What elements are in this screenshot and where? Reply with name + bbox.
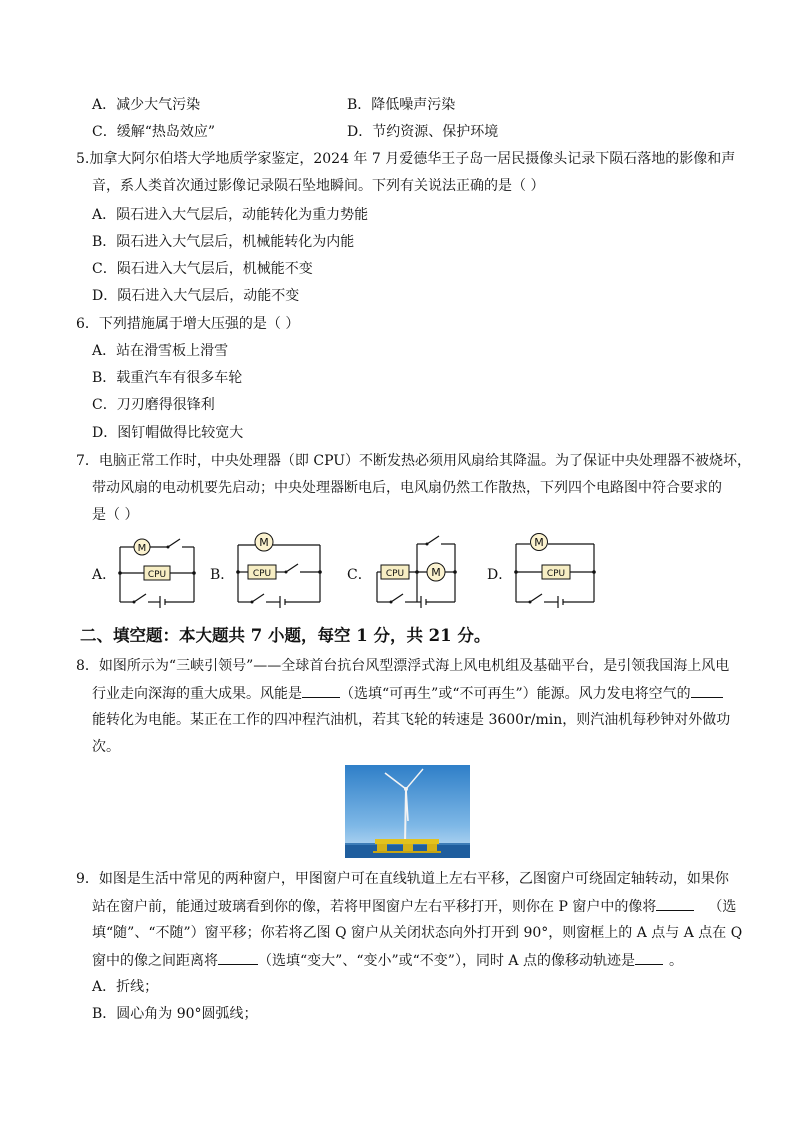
q8-stem-line3: 能转化为电能。某正在工作的四冲程汽油机，若其飞轮的转速是 3600r/min，则汽油机每秒钟对外做功 — [92, 712, 731, 728]
circuit-a-cpu-symbol: CPU — [147, 570, 167, 580]
circuit-b-diagram — [230, 528, 326, 608]
q7-stem-line1: 7．电脑正常工作时，中央处理器（即 CPU）不断发热必须用风扇给其降温。为了保证中央处理器不被烧坏， — [76, 453, 752, 469]
q8-blank-2[interactable] — [691, 683, 723, 698]
circuit-a-label: A． — [92, 567, 117, 583]
q7-stem-line2: 带动风扇的电动机要先启动；中央处理器断电后，电风扇仍然工作散热，下列四个电路图中符合要求的 — [92, 480, 722, 496]
circuit-a-diagram — [112, 533, 202, 608]
q9-stem-line3: 填“随”、“不随”）窗平移；你若将乙图 Q 窗户从关闭状态向外打开到 90°，则窗框上的 A 点与 A 点在 Q — [92, 925, 743, 941]
circuit-d-diagram — [508, 530, 600, 608]
circuit-c-cpu-symbol: CPU — [385, 569, 405, 579]
circuit-d-cpu-symbol: CPU — [546, 569, 566, 579]
q8-blank-1[interactable] — [302, 683, 340, 698]
q6-option-c: C．刀刃磨得很锋利 — [92, 397, 215, 413]
q6-option-b: B．载重汽车有很多车轮 — [92, 370, 243, 386]
q8-stem-line1: 8．如图所示为“三峡引领号”——全球首台抗台风型漂浮式海上风电机组及基础平台，是引领我国海上风电 — [76, 658, 730, 674]
q5-option-d: D．陨石进入大气层后，动能不变 — [92, 288, 300, 304]
circuit-c-motor-symbol: M — [431, 566, 441, 579]
q9-stem-line1: 9．如图是生活中常见的两种窗户，甲图窗户可在直线轨道上左右平移，乙图窗户可绕固定轴转动，如果你 — [76, 871, 729, 887]
q9-stem-line2: 站在窗户前，能通过玻璃看到你的像，若将甲图窗户左右平移打开，则你在 P 窗户中的像将 （选 — [92, 896, 736, 917]
q9-blank-1[interactable] — [656, 896, 694, 911]
q5-option-c: C．陨石进入大气层后，机械能不变 — [92, 261, 313, 277]
q8-stem-line4: 次。 — [92, 739, 120, 755]
circuit-a-motor-symbol: M — [137, 543, 147, 554]
section-heading-fill-in: 二、填空题：本大题共 7 小题，每空 1 分，共 21 分。 — [80, 626, 491, 645]
q6-option-d: D．图钉帽做得比较宽大 — [92, 425, 244, 441]
q9-option-b: B．圆心角为 90°圆弧线； — [92, 1006, 258, 1022]
q4-option-b: B．降低噪声污染 — [347, 97, 456, 113]
q9-stem-line4: 窗中的像之间距离将 （选填“变大”、“变小”或“不变”），同时 A 点的像移动轨迹是 。 — [92, 950, 683, 971]
circuit-b-motor-symbol: M — [259, 536, 269, 549]
circuit-b-label: B． — [210, 567, 235, 583]
q4-option-d: D．节约资源、保护环境 — [347, 124, 499, 140]
circuit-b-cpu-symbol: CPU — [252, 569, 272, 579]
q5-stem-line2: 音，系人类首次通过影像记录陨石坠地瞬间。下列有关说法正确的是（ ） — [92, 178, 545, 194]
circuit-d-motor-symbol: M — [534, 536, 544, 549]
q9-blank-2[interactable] — [218, 950, 258, 965]
q9-blank-3[interactable] — [635, 950, 663, 965]
offshore-wind-turbine-photo — [345, 765, 470, 858]
circuit-c-diagram — [369, 530, 461, 608]
q4-option-c: C．缓解“热岛效应” — [92, 124, 216, 140]
q6-option-a: A．站在滑雪板上滑雪 — [92, 343, 229, 359]
q5-option-b: B．陨石进入大气层后，机械能转化为内能 — [92, 234, 355, 250]
circuit-c-label: C． — [347, 567, 372, 583]
q8-stem-line2: 行业走向深海的重大成果。风能是 （选填“可再生”或“不可再生”）能源。风力发电将空气的 — [92, 683, 723, 704]
q6-stem: 6．下列措施属于增大压强的是（ ） — [76, 316, 300, 332]
circuit-d-label: D． — [487, 567, 513, 583]
q5-stem-line1: 5.加拿大阿尔伯塔大学地质学家鉴定，2024 年 7 月爱德华王子岛一居民摄像头记录下陨石落地的影像和声 — [76, 151, 736, 167]
q4-option-a: A．减少大气污染 — [92, 97, 201, 113]
q7-stem-line3: 是（ ） — [92, 507, 139, 523]
q9-option-a: A．折线； — [92, 979, 159, 995]
q5-option-a: A．陨石进入大气层后，动能转化为重力势能 — [92, 207, 369, 223]
